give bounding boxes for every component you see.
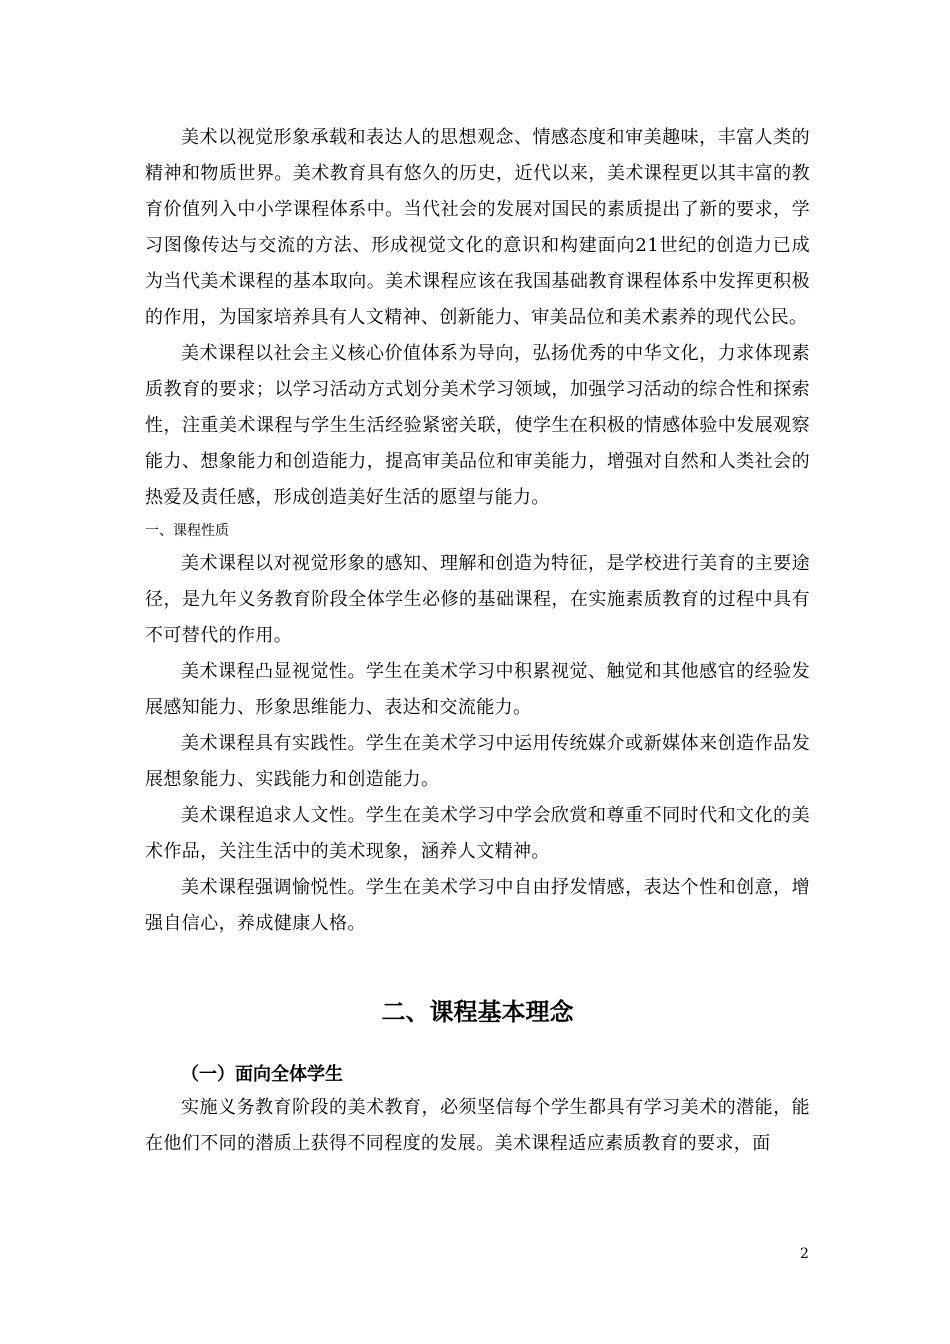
nature-paragraph-3: 美术课程具有实践性。学生在美术学习中运用传统媒介或新媒体来创造作品发展想象能力、实践能力和创造能力。 <box>145 733 810 790</box>
section-title-all-students: （一）面向全体学生 <box>181 1064 343 1085</box>
document-page <box>145 120 810 1162</box>
intro-paragraph-2: 美术课程以社会主义核心价值体系为导向，弘扬优秀的中华文化，力求体现素质教育的要求；以学习活动方式划分美术学习领域，加强学习活动的综合性和探索性，注重美术课程与学生生活经验紧密关联，使学生在积极的情感体验中发展观察能力、想象能力和创造能力，提高审美品位和审美能力，增强对自然和人类社会的热爱及责任感，形成创造美好生活的愿望与能力。 <box>145 343 810 508</box>
nature-paragraph-5: 美术课程强调愉悦性。学生在美术学习中自由抒发情感，表达个性和创意，增强自信心，养成健康人格。 <box>145 877 810 934</box>
page-number: 2 <box>800 1246 809 1262</box>
nature-paragraph-1: 美术课程以对视觉形象的感知、理解和创造为特征，是学校进行美育的主要途径，是九年义务教育阶段全体学生必修的基础课程，在实施素质教育的过程中具有不可替代的作用。 <box>145 553 810 646</box>
chapter-title: 二、课程基本理念 <box>381 998 574 1026</box>
all-students-paragraph: 实施义务教育阶段的美术教育，必须坚信每个学生都具有学习美术的潜能，能在他们不同的潜质上获得不同程度的发展。美术课程适应素质教育的要求，面 <box>145 1097 810 1154</box>
intro-paragraph-1: 美术以视觉形象承载和表达人的思想观念、情感态度和审美趣味，丰富人类的精神和物质世界。美术教育具有悠久的历史，近代以来，美术课程更以其丰富的教育价值列入中小学课程体系中。当代社会的发展对国民的素质提出了新的要求，学习图像传达与交流的方法、形成视觉文化的意识和构建面向21世纪的创造力已成为当代美术课程的基本取向。美术课程应该在我国基础教育课程体系中发挥更积极的作用，为国家培养具有人文精神、创新能力、审美品位和美术素养的现代公民。 <box>145 127 810 328</box>
nature-paragraph-2: 美术课程凸显视觉性。学生在美术学习中积累视觉、触觉和其他感官的经验发展感知能力、形象思维能力、表达和交流能力。 <box>145 661 810 718</box>
nature-paragraph-4: 美术课程追求人文性。学生在美术学习中学会欣赏和尊重不同时代和文化的美术作品，关注生活中的美术现象，涵养人文精神。 <box>145 805 810 862</box>
section-heading-nature: 一、课程性质 <box>145 523 229 539</box>
